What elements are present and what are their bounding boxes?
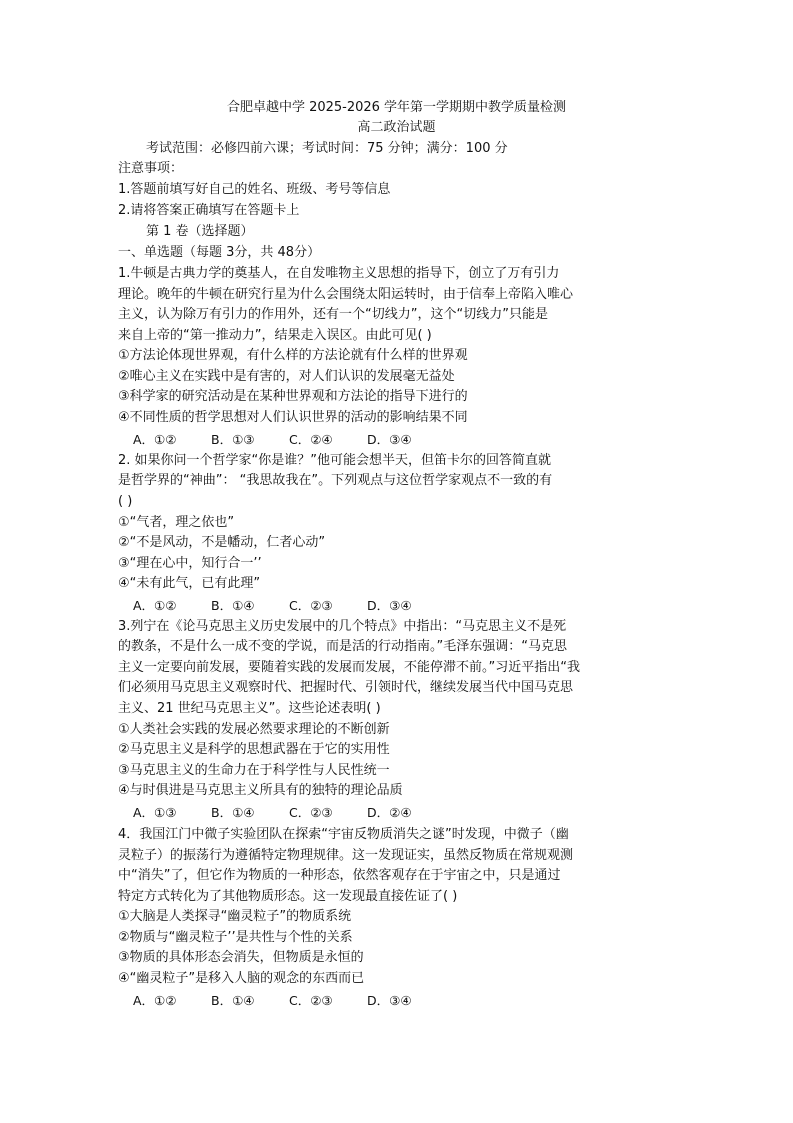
- option-b[interactable]: B．①④: [211, 993, 255, 1008]
- option-d[interactable]: D．③④: [367, 993, 412, 1008]
- option-a[interactable]: A．①③: [133, 805, 177, 820]
- question-3-options: [133, 803, 412, 823]
- option-c[interactable]: C．②③: [289, 598, 333, 613]
- question-4-line: 中“消失”了，但它作为物质的一种形态，依然客观存在于宇宙之中，只是通过: [118, 868, 561, 883]
- question-4-line: 4．我国江门中微子实验团队在探索“宇宙反物质消失之谜”时发现，中微子（幽: [118, 827, 569, 842]
- question-3-statement: ③马克思主义的生命力在于科学性与人民性统一: [118, 763, 390, 778]
- option-c[interactable]: C．②④: [289, 432, 333, 447]
- option-c[interactable]: C．②③: [289, 805, 333, 820]
- question-2-line: 是哲学界的“神曲”： “我思故我在”。下列观点与这位哲学家观点不一致的有: [118, 473, 553, 488]
- question-1-line: 主义，认为除万有引力的作用外，还有一个“切线力”，这个“切线力”只能是: [118, 307, 548, 322]
- option-a[interactable]: A．①②: [133, 993, 177, 1008]
- question-4-line: 特定方式转化为了其他物质形态。这一发现最直接佐证了( ): [118, 889, 458, 904]
- question-3-statement: ②马克思主义是科学的思想武器在于它的实用性: [118, 742, 390, 757]
- question-4-statement: ④“幽灵粒子”是移入人脑的观念的东西而已: [118, 971, 365, 986]
- question-3-line: 3.列宁在《论马克思主义历史发展中的几个特点》中指出：“马克思主义不是死: [118, 619, 567, 634]
- question-1-statement: ②唯心主义在实践中是有害的，对人们认识的发展毫无益处: [118, 369, 455, 384]
- option-a[interactable]: A．①②: [133, 432, 177, 447]
- option-a[interactable]: A．①②: [133, 598, 177, 613]
- question-1-line: 理论。晚年的牛顿在研究行星为什么会围绕太阳运转时，由于信奉上帝陷入唯心: [118, 287, 574, 302]
- question-1-line: 来自上帝的“第一推动力”，结果走入误区。由此可见( ): [118, 328, 432, 343]
- question-1-statement: ①方法论体现世界观，有什么样的方法论就有什么样的世界观: [118, 348, 468, 363]
- exam-scope: 考试范围：必修四前六课；考试时间：75 分钟；满分：100 分: [146, 141, 508, 156]
- question-4-statement: ②物质与“幽灵粒子’’是共性与个性的关系: [118, 930, 353, 945]
- question-1-line: 1.牛顿是古典力学的奠基人，在自发唯物主义思想的指导下，创立了万有引力: [118, 266, 560, 281]
- question-4-statement: ③物质的具体形态会消失，但物质是永恒的: [118, 950, 364, 965]
- question-4-line: 灵粒子）的振荡行为遵循特定物理规律。这一发现证实，虽然反物质在常规观测: [118, 848, 574, 863]
- question-4-options: [133, 991, 412, 1011]
- note-item: 1.答题前填写好自己的姓名、班级、考号等信息: [118, 182, 391, 197]
- option-b[interactable]: B．①④: [211, 598, 255, 613]
- question-3-line: 们必须用马克思主义观察时代、把握时代、引领时代，继续发展当代中国马克思: [118, 680, 574, 695]
- exam-subtitle: 高二政治试题: [357, 120, 436, 135]
- question-1-statement: ④不同性质的哲学思想对人们认识世界的活动的影响结果不同: [118, 410, 468, 425]
- question-3-line: 主义、21 世纪马克思主义”。这些论述表明( ): [118, 701, 381, 716]
- option-c[interactable]: C．②③: [289, 993, 333, 1008]
- option-b[interactable]: B．①④: [211, 805, 255, 820]
- option-b[interactable]: B．①③: [211, 432, 255, 447]
- question-3-statement: ①人类社会实践的发展必然要求理论的不断创新: [118, 722, 390, 737]
- question-2-statement: ②“不是风动，不是幡动，仁者心动”: [118, 535, 326, 550]
- question-4-statement: ①大脑是人类探寻“幽灵粒子”的物质系统: [118, 909, 352, 924]
- question-2-options: [133, 596, 412, 616]
- question-1-options: [133, 430, 412, 450]
- question-3-statement: ④与时俱进是马克思主义所具有的独特的理论品质: [118, 783, 403, 798]
- volume-heading: 第 1 卷（选择题）: [146, 224, 254, 239]
- question-2-statement: ①“气者，理之依也”: [118, 515, 235, 530]
- option-d[interactable]: D．③④: [367, 598, 412, 613]
- question-2-statement: ④“未有此气，已有此理”: [118, 576, 261, 591]
- option-d[interactable]: D．③④: [367, 432, 412, 447]
- question-2-line: 2. 如果你问一个哲学家“你是谁？”他可能会想半天，但笛卡尔的回答简直就: [118, 453, 552, 468]
- notes-heading: 注意事项：: [118, 161, 184, 176]
- question-3-line: 主义一定要向前发展，要随着实践的发展而发展，不能停滞不前。”习近平指出“我: [118, 660, 580, 675]
- question-1-statement: ③科学家的研究活动是在某种世界观和方法论的指导下进行的: [118, 389, 468, 404]
- option-d[interactable]: D．②④: [367, 805, 412, 820]
- note-item: 2.请将答案正确填写在答题卡上: [118, 203, 300, 218]
- question-3-line: 的教条，不是什么一成不变的学说，而是活的行动指南。”毛泽东强调：“马克思: [118, 639, 567, 654]
- exam-title: 合肥卓越中学 2025-2026 学年第一学期期中教学质量检测: [226, 100, 567, 115]
- question-2-statement: ③“理在心中，知行合一’’: [118, 556, 262, 571]
- part-heading: 一、单选题（每题 3分，共 48分）: [118, 245, 321, 260]
- question-2-line: ( ): [118, 494, 133, 509]
